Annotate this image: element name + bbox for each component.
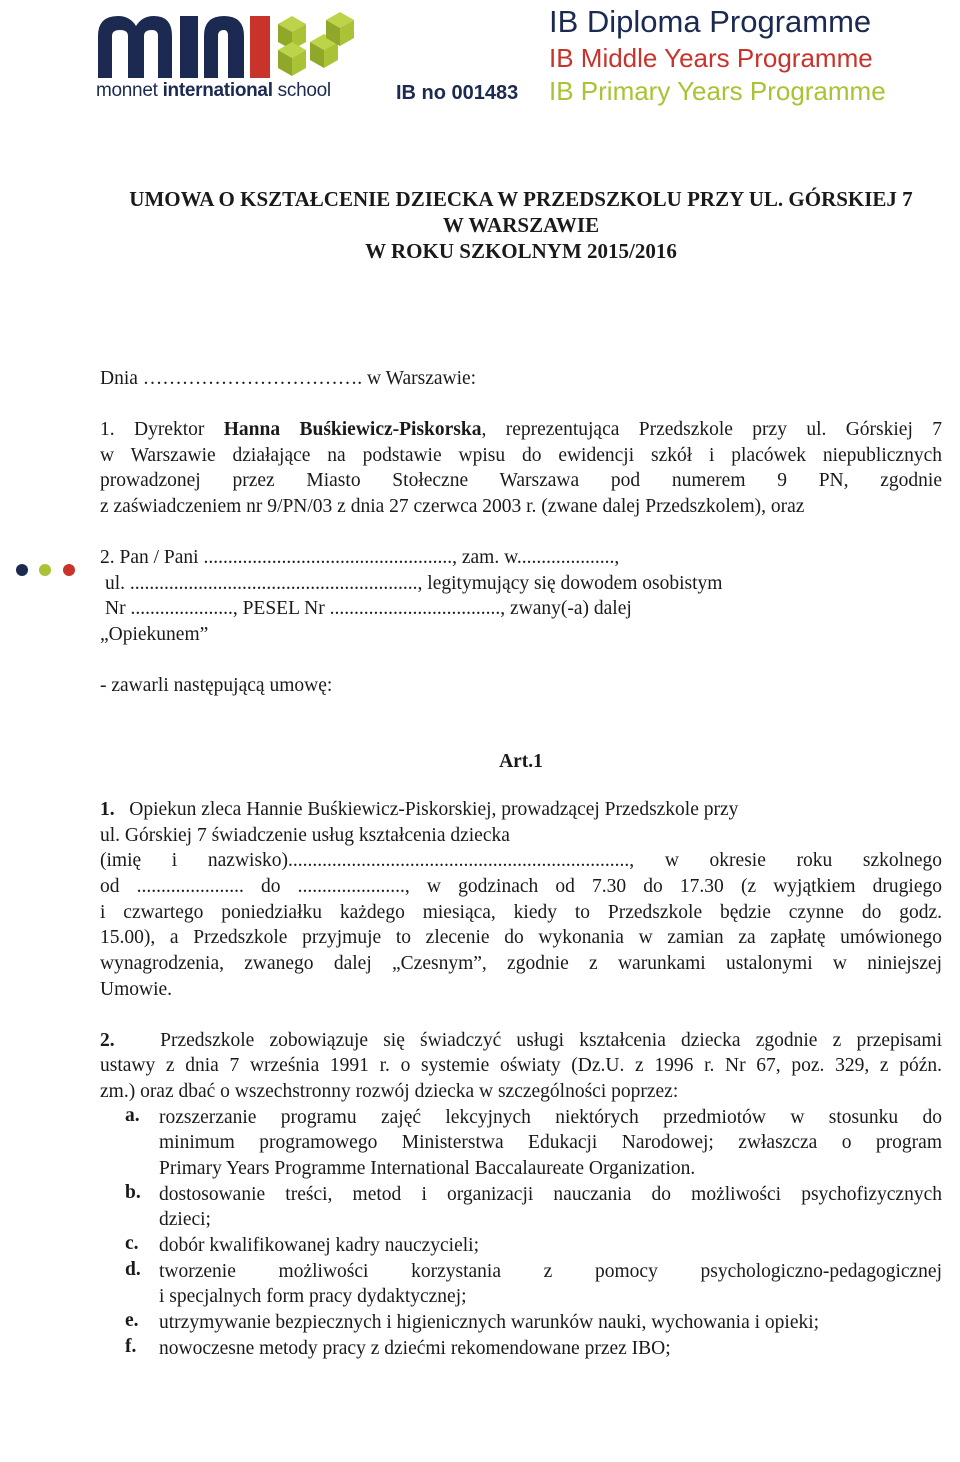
party1-line2: w Warszawie działające na podstawie wpisu do ewidencji szkół i placówek niepublicznych [100,445,942,466]
art1-p1-line1: 1. Opiekun zleca Hannie Buśkiewicz-Piskorskiej, prowadzącej Przedszkole przy [100,799,739,820]
party1-line3: prowadzonej przez Miasto Stołeczne Warszawa pod numerem 9 PN, zgodnie [100,470,942,491]
list-item-a-line1: rozszerzanie programu zajęć lekcyjnych niektórych przedmiotów w stosunku do [159,1107,942,1128]
list-letter-d: d. [125,1259,141,1280]
art1-p1-line3: (imię i nazwisko)......................................................................, w okresie roku szkolnego [100,850,942,871]
party1-line1: 1. Dyrektor Hanna Buśkiewicz-Piskorska, reprezentująca Przedszkole przy ul. Górskiej 7 [100,419,942,440]
art1-p2-line3: zm.) oraz dbać o wszechstronny rozwój dziecka w szczególności poprzez: [100,1081,679,1102]
list-item-c-line1: dobór kwalifikowanej kadry nauczycieli; [159,1235,480,1256]
green-dot [39,564,51,576]
list-letter-b: b. [125,1182,141,1203]
list-item-a-line2: minimum programowego Ministerstwa Edukacji Narodowej; zwłaszcza o program [159,1132,942,1153]
party1-line4: z zaświadczeniem nr 9/PN/03 z dnia 27 czerwca 2003 r. (zwane dalej Przedszkolem), oraz [100,496,805,517]
ib-primary-years-programme: IB Primary Years Programme [549,76,886,106]
party2-line2: ul. ..........................................................., legitymujący się dowodem osobistym [105,573,723,594]
art1-p1-line2: ul. Górskiej 7 świadczenie usług kształcenia dziecka [100,825,510,846]
list-letter-e: e. [125,1310,139,1331]
contract-title-line3: W ROKU SZKOLNYM 2015/2016 [365,239,677,263]
list-letter-c: c. [125,1233,139,1254]
art1-p2-line2: ustawy z dnia 7 września 1991 r. o systemie oświaty (Dz.U. z 1996 r. Nr 67, poz. 329, z późn. [100,1055,942,1076]
red-dot [63,564,75,576]
party2-line3: Nr ....................., PESEL Nr ..................................., zwany(-a) dalej [105,598,632,619]
list-item-b-line2: dzieci; [159,1209,211,1230]
party2-line1: 2. Pan / Pani ..................................................., zam. w...................., [100,547,620,568]
list-letter-f: f. [125,1336,137,1357]
art1-p1-line5: i czwartego poniedziałku każdego miesiąca, kiedy to Przedszkole będzie czynne do godz. [100,902,942,923]
list-letter-a: a. [125,1105,140,1126]
list-item-f-line1: nowoczesne metody pracy z dziećmi rekomendowane przez IBO; [159,1338,671,1359]
school-name: monnet international school [96,80,331,101]
art1-p2-line1: 2. Przedszkole zobowiązuje się świadczyć usługi kształcenia dziecka zgodnie z przepisami [100,1030,942,1051]
ib-diploma-programme: IB Diploma Programme [549,4,872,39]
article-heading: Art.1 [499,751,543,772]
contract-title-line1: UMOWA O KSZTAŁCENIE DZIECKA W PRZEDSZKOLU PRZY UL. GÓRSKIEJ 7 [129,187,913,211]
list-item-d-line1: tworzenie możliwości korzystania z pomocy psychologiczno-pedagogicznej [159,1261,942,1282]
contract-title-line2: W WARSZAWIE [442,213,600,237]
party2-line4: „Opiekunem” [100,624,209,645]
list-item-d-line2: i specjalnych form pracy dydaktycznej; [159,1286,467,1307]
art1-p1-line8: Umowie. [100,979,173,1000]
list-item-b-line1: dostosowanie treści, metod i organizacji nauczania do możliwości psychofizycznych [159,1184,942,1205]
agreement-line: - zawarli następującą umowę: [100,675,333,696]
list-item-a-line3: Primary Years Programme International Baccalaureate Organization. [159,1158,696,1179]
date-line: Dnia ……………………………. w Warszawie: [100,368,477,389]
list-item-e-line1: utrzymywanie bezpiecznych i higienicznych warunków nauki, wychowania i opieki; [159,1312,820,1333]
art1-p1-line6: 15.00), a Przedszkole przyjmuje to zlecenie do wykonania w zamian za zapłatę umówionego [100,927,942,948]
ib-number: IB no 001483 [396,82,519,104]
art1-p1-line4: od ...................... do ......................, w godzinach od 7.30 do 17.30 (z wyjątkiem drugiego [100,876,942,897]
ib-middle-years-programme: IB Middle Years Programme [549,43,873,73]
art1-p1-line7: wynagrodzenia, zwanego dalej „Czesnym”, zgodnie z warunkami ustalonymi w niniejszej [100,953,942,974]
navy-dot [16,564,28,576]
